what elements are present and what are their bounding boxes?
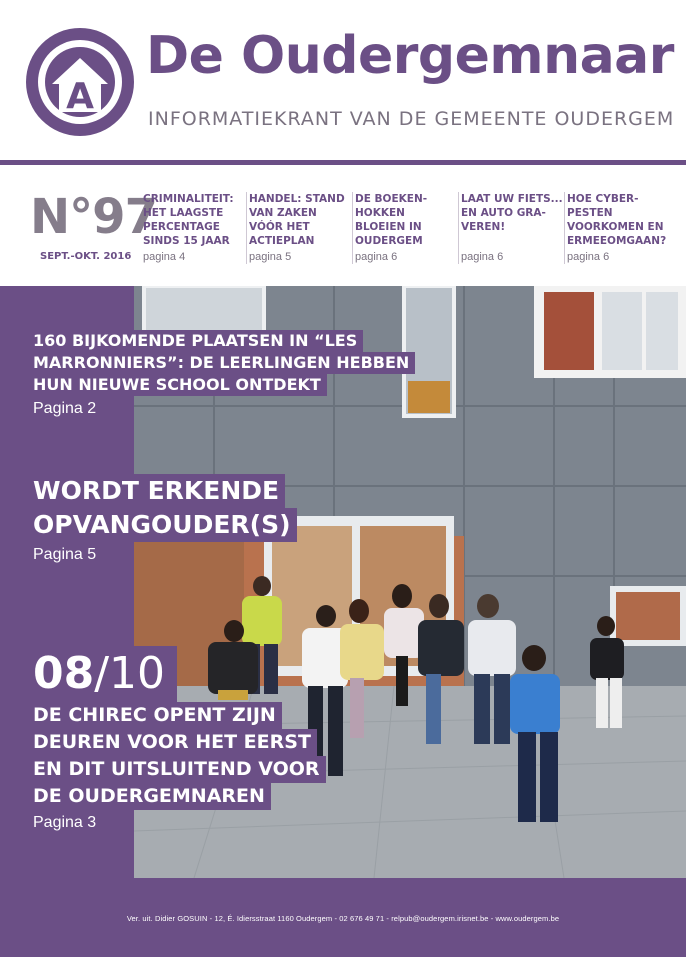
teaser-page: pagina 6: [567, 251, 610, 263]
headline-page: Pagina 3: [0, 810, 106, 836]
teaser-fiets[interactable]: [461, 192, 565, 264]
teaser-title: CRIMINALITEIT: HET LAAGSTE PERCENTAGE SINDS 15 JAAR: [143, 193, 234, 247]
headline-line: OPVANGOUDER(S): [0, 508, 297, 542]
headline-line: DE CHIREC OPENT ZIJN: [0, 702, 282, 729]
headline-school[interactable]: [0, 330, 415, 422]
teaser-title: HOE CYBER- PESTEN VOORKOMEN EN ERMEEOMGAAN?: [567, 193, 667, 247]
headline-line: DE OUDERGEMNAREN: [0, 783, 271, 810]
issue-strip: [0, 165, 686, 286]
teaser-handel[interactable]: [249, 192, 353, 264]
teaser-criminaliteit[interactable]: [143, 192, 247, 264]
masthead: [0, 0, 686, 160]
footer-contact: Ver. uit. Didier GOSUIN - 12, É. Idiersstraat 1160 Oudergem - 02 676 49 71 - relpub@oudergem.irisnet.be - www.oudergem.be: [126, 914, 560, 923]
teaser-page: pagina 4: [143, 251, 186, 263]
issue-date: SEPT.-OKT. 2016: [40, 251, 132, 262]
event-month: /10: [94, 648, 166, 699]
event-date: [0, 646, 177, 702]
oudergem-logo-icon: [26, 28, 134, 136]
headline-line: 160 BIJKOMENDE PLAATSEN IN “LES: [0, 330, 363, 352]
teaser-title: DE BOEKEN- HOKKEN BLOEIEN IN OUDERGEM: [355, 193, 428, 247]
footer: [0, 878, 686, 957]
teaser-page: pagina 6: [355, 251, 398, 263]
headline-opvang[interactable]: [0, 474, 297, 568]
teaser-page: pagina 6: [461, 251, 504, 263]
teaser-title: HANDEL: STAND VAN ZAKEN VÓÓR HET ACTIEPLAN: [249, 193, 345, 247]
headline-chirec[interactable]: [0, 646, 326, 836]
headline-line: DEUREN VOOR HET EERST: [0, 729, 317, 756]
teaser-page: pagina 5: [249, 251, 292, 263]
headline-page: Pagina 5: [0, 542, 106, 568]
teaser-cyberpesten[interactable]: [567, 192, 671, 264]
event-day: 08: [33, 648, 95, 699]
newspaper-title: De Oudergemnaar: [146, 26, 674, 86]
teaser-boekenhokken[interactable]: [355, 192, 459, 264]
issue-number: N°97: [30, 189, 157, 245]
headline-line: EN DIT UITSLUITEND VOOR: [0, 756, 326, 783]
newspaper-subtitle: INFORMATIEKRANT VAN DE GEMEENTE OUDERGEM: [148, 108, 675, 130]
logo-letter: A: [66, 76, 94, 117]
headline-line: MARRONNIERS”: DE LEERLINGEN HEBBEN: [0, 352, 415, 374]
headline-page: Pagina 2: [0, 396, 106, 422]
teaser-title: LAAT UW FIETS... EN AUTO GRA- VEREN!: [461, 193, 563, 233]
headline-line: WORDT ERKENDE: [0, 474, 285, 508]
headline-line: HUN NIEUWE SCHOOL ONTDEKT: [0, 374, 327, 396]
